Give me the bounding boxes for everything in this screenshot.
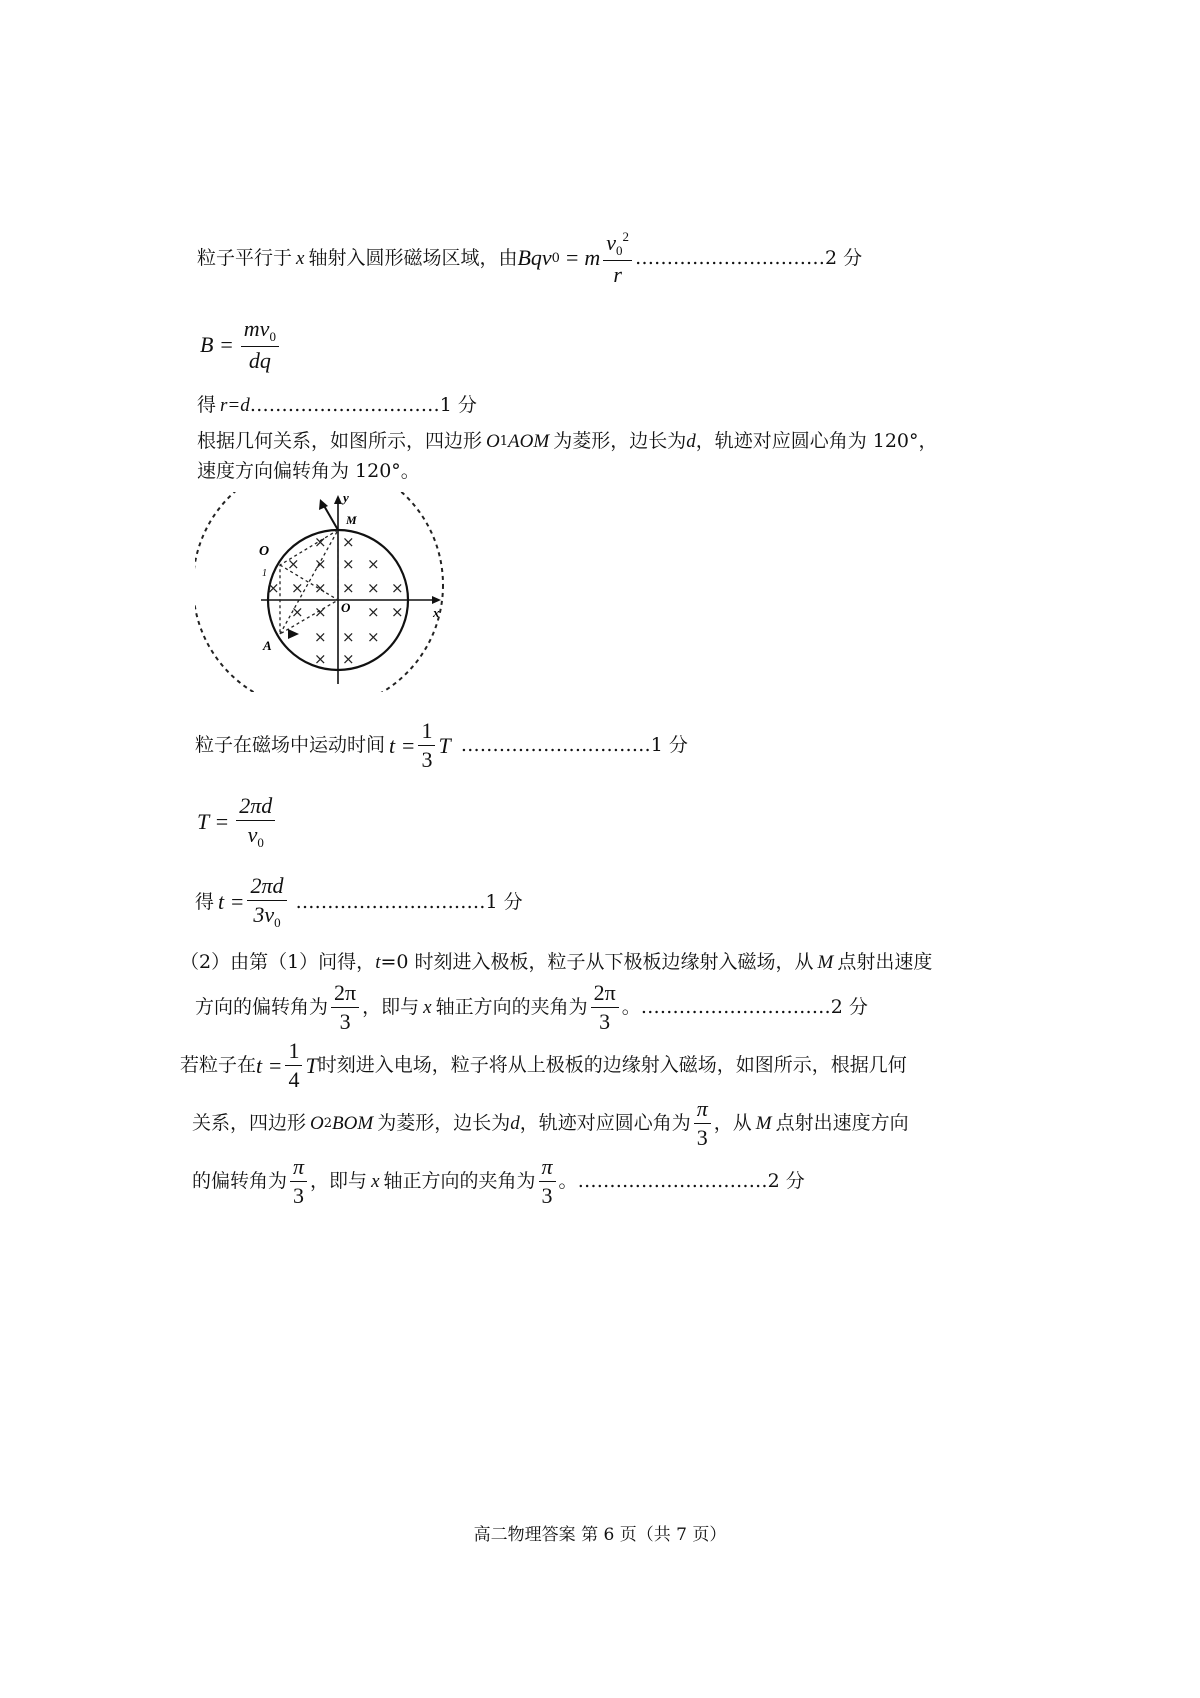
text: 为菱形，边长为: [377, 1112, 511, 1134]
label-y: y: [343, 492, 349, 505]
equation-line-1: [197, 230, 862, 286]
text: 轴正方向的夹角为: [435, 996, 588, 1018]
equals: =: [565, 245, 579, 270]
fraction: [247, 875, 286, 929]
cross-mark: ×: [287, 555, 300, 573]
superscript: 2: [622, 229, 630, 244]
var-d: d: [510, 1113, 520, 1134]
cross-mark: ×: [342, 555, 355, 573]
fraction: [241, 318, 279, 372]
fraction: [290, 1156, 307, 1207]
label-o1-sub: 1: [262, 568, 267, 579]
cross-mark: ×: [314, 555, 327, 573]
var-m: m: [584, 245, 601, 270]
cross-mark: ×: [367, 555, 380, 573]
subscript: 0: [274, 915, 281, 930]
denominator: 3: [339, 1009, 351, 1034]
cross-mark: ×: [314, 533, 327, 551]
denominator: 4: [288, 1067, 300, 1092]
cross-mark: ×: [267, 579, 280, 597]
denominator: 3: [696, 1125, 708, 1150]
text: ，轨迹对应圆心角为 120°，: [695, 430, 938, 452]
numerator: 2πd: [236, 795, 275, 821]
cross-mark: ×: [367, 628, 380, 646]
text: 点射出速度: [837, 951, 933, 973]
text: ，即与: [362, 996, 420, 1018]
fraction: [236, 795, 275, 849]
text: =0 时刻进入极板，粒子从下极板边缘射入磁场，从: [380, 951, 814, 973]
fraction: [331, 982, 359, 1033]
score: 1 分: [485, 890, 523, 913]
text: 得: [197, 394, 217, 416]
var: BOM: [332, 1113, 374, 1134]
cross-mark: ×: [367, 603, 380, 621]
equation-line-2: [200, 318, 282, 372]
equation-line-3: [197, 396, 477, 415]
numerator: π: [290, 1156, 307, 1182]
denominator: v: [247, 822, 258, 847]
text: 得: [195, 890, 215, 913]
var-t: T: [438, 732, 451, 758]
cross-mark: ×: [367, 579, 380, 597]
cross-mark: ×: [291, 579, 304, 597]
dots: …………………………: [577, 1170, 768, 1192]
denominator: 3: [293, 1183, 305, 1208]
score: 1 分: [439, 394, 477, 416]
fraction: [694, 1098, 711, 1149]
text: 。: [558, 1170, 578, 1192]
text: 轴射入圆形磁场区域，由: [308, 246, 518, 269]
cross-mark: ×: [391, 579, 404, 597]
var-x: x: [371, 1171, 380, 1192]
text: 若粒子在: [180, 1054, 257, 1076]
equation-line-8: [195, 875, 523, 929]
cross-mark: ×: [314, 579, 327, 597]
text-line-10: [195, 982, 868, 1033]
numerator: 2π: [331, 982, 359, 1008]
subscript: 0: [551, 250, 560, 266]
score: 2 分: [825, 246, 863, 269]
fraction: [603, 230, 632, 286]
expr: r=d: [220, 395, 250, 416]
text-line-12: [192, 1098, 909, 1149]
equation-line-6: [195, 720, 688, 771]
var: AOM: [508, 431, 550, 452]
entry-arrow: [288, 629, 299, 639]
rhombus: [280, 530, 338, 634]
var-m: M: [817, 952, 834, 973]
denominator: r: [613, 262, 622, 287]
expr-t: t =: [389, 732, 416, 758]
expr-t: T =: [197, 809, 230, 834]
text: 粒子平行于: [197, 246, 293, 269]
dots: …………………………: [295, 890, 486, 913]
cross-mark: ×: [314, 628, 327, 646]
text-line-5: [197, 462, 420, 481]
magnetic-field-diagram: [195, 492, 455, 692]
text: 。: [621, 996, 641, 1018]
numerator: 2π: [591, 982, 619, 1008]
text: 关系，四边形: [192, 1112, 307, 1134]
numerator: 1: [418, 720, 435, 746]
expr-bqv: Bqv: [517, 245, 552, 270]
denominator: 3: [599, 1009, 611, 1034]
chord: [280, 530, 338, 634]
denominator: dq: [248, 348, 271, 373]
text: （2）由第（1）问得，: [180, 951, 376, 973]
text-line-11: [180, 1040, 907, 1091]
numerator: π: [694, 1098, 711, 1124]
numerator: 2πd: [247, 875, 286, 901]
cross-mark: ×: [314, 603, 327, 621]
dots: …………………………: [460, 734, 651, 756]
denominator: 3v: [253, 902, 275, 927]
numerator: v: [606, 230, 617, 255]
cross-mark: ×: [342, 533, 355, 551]
cross-mark: ×: [342, 650, 355, 668]
cross-mark: ×: [391, 603, 404, 621]
label-o: O: [341, 600, 351, 615]
text: 方向的偏转角为: [195, 996, 329, 1018]
text: 点射出速度方向: [775, 1112, 909, 1134]
cross-mark: ×: [342, 628, 355, 646]
var: O: [486, 431, 500, 452]
subscript: 0: [257, 835, 264, 850]
subscript: 0: [616, 243, 623, 258]
cross-mark: ×: [314, 650, 327, 668]
var-x: x: [423, 997, 432, 1018]
text: 轴正方向的夹角为: [383, 1170, 536, 1192]
label-a: A: [263, 638, 272, 653]
expr-t: t =: [218, 889, 245, 914]
equation-line-7: [197, 795, 278, 849]
page-footer: 高二物理答案 第 6 页（共 7 页）: [473, 1525, 727, 1545]
exit-velocity: [323, 504, 338, 530]
text: 时刻进入电场，粒子将从上极板的边缘射入磁场，如图所示，根据几何: [317, 1054, 907, 1076]
score: 1 分: [650, 734, 688, 756]
x-arrow: [432, 596, 441, 604]
score: 2 分: [767, 1170, 805, 1192]
numerator: 1: [285, 1040, 302, 1066]
text: 的偏转角为: [192, 1170, 288, 1192]
fraction: [539, 1156, 556, 1207]
text-line-13: [192, 1156, 805, 1207]
text-line-9: [180, 953, 932, 972]
fraction: [285, 1040, 302, 1091]
fraction: [418, 720, 435, 771]
dots: …………………………: [640, 996, 831, 1018]
label-o1: O: [259, 544, 270, 559]
denominator: 3: [541, 1183, 553, 1208]
var: O: [310, 1113, 324, 1134]
expr-t: t =: [256, 1052, 283, 1078]
text: 为菱形，边长为: [553, 430, 687, 452]
numerator: mv: [243, 316, 270, 341]
dots: …………………………: [635, 246, 826, 269]
y-arrow: [334, 495, 342, 504]
subscript: 0: [269, 329, 276, 344]
text-line-4: [197, 432, 938, 451]
text: 粒子在磁场中运动时间: [195, 734, 386, 756]
var-m: M: [755, 1113, 772, 1134]
label-x: x: [433, 605, 440, 620]
denominator: 3: [421, 747, 433, 772]
label-m: M: [346, 513, 357, 527]
numerator: π: [539, 1156, 556, 1182]
text: ，即与: [310, 1170, 368, 1192]
dots: …………………………: [249, 394, 440, 416]
fraction: [591, 982, 619, 1033]
text: ，轨迹对应圆心角为: [519, 1112, 691, 1134]
var-t: t: [375, 952, 381, 973]
var-d: d: [686, 431, 696, 452]
score: 2 分: [830, 996, 868, 1018]
var-x: x: [296, 247, 305, 269]
text: ，从: [713, 1112, 752, 1134]
subscript: 1: [499, 434, 509, 449]
cross-mark: ×: [342, 579, 355, 597]
cross-mark: ×: [291, 603, 304, 621]
subscript: 2: [323, 1116, 333, 1131]
text: 根据几何关系，如图所示，四边形: [197, 430, 483, 452]
text: 速度方向偏转角为 120°。: [197, 460, 420, 482]
expr-b: B =: [200, 332, 234, 357]
var-t: T: [305, 1052, 318, 1078]
